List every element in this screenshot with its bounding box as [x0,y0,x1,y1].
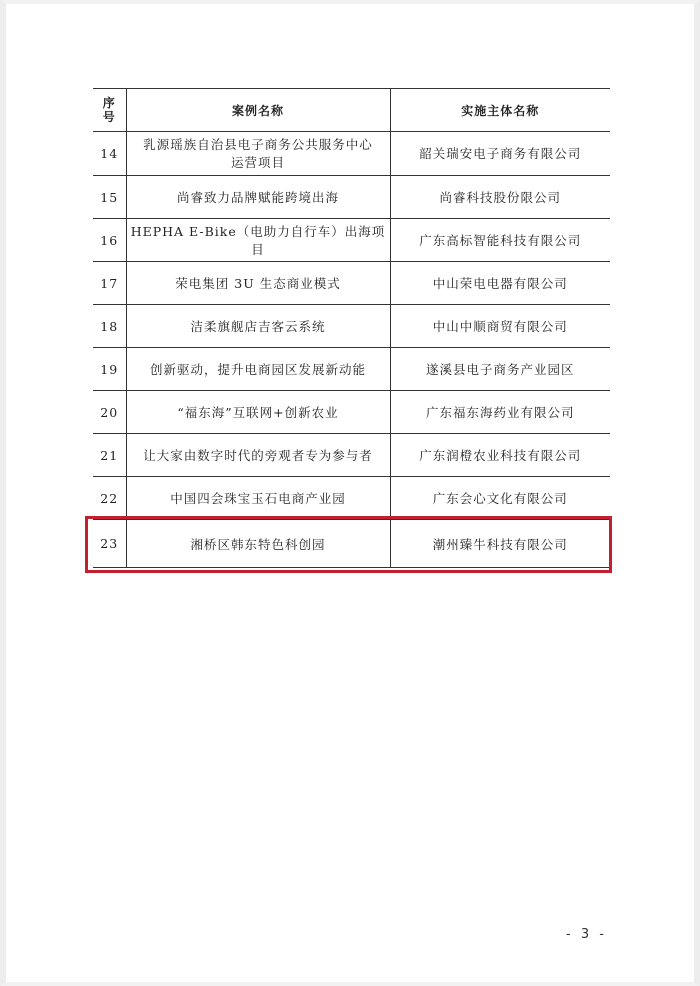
table-row [93,434,610,477]
header-serial-line2: 号 [102,110,116,124]
row-implementer: 中山中顺商贸有限公司 [390,305,610,348]
header-implementer: 实施主体名称 [390,89,610,132]
row-case-name: 中国四会珠宝玉石电商产业园 [126,477,390,520]
row-implementer: 广东福东海药业有限公司 [390,391,610,434]
row-number: 18 [93,305,126,348]
row-case-name: 荣电集团 3U 生态商业模式 [126,262,390,305]
row-case-name [126,132,390,176]
row-implementer: 遂溪县电子商务产业园区 [390,348,610,391]
row-case-name: 尚睿致力品牌赋能跨境出海 [126,176,390,219]
table-row [93,132,610,176]
row-case-name-line2: 运营项目 [230,154,285,170]
row-number: 14 [93,132,126,176]
row-case-name: HEPHA E-Bike（电助力自行车）出海项目 [126,219,390,262]
row-case-name: 让大家由数字时代的旁观者专为参与者 [126,434,390,477]
row-implementer: 韶关瑞安电子商务有限公司 [390,132,610,176]
row-case-name: 洁柔旗舰店吉客云系统 [126,305,390,348]
case-table [93,88,610,568]
row-number: 17 [93,262,126,305]
row-case-name: “福东海”互联网+创新农业 [126,391,390,434]
table-row [93,391,610,434]
row-case-name: 创新驱动，提升电商园区发展新动能 [126,348,390,391]
page-number: - 3 - [566,927,607,942]
row-implementer: 潮州臻牛科技有限公司 [390,520,610,568]
red-highlight-box [85,516,612,573]
header-serial-line1: 序 [102,96,116,110]
table-header-row [93,89,610,132]
row-implementer: 尚睿科技股份限公司 [390,176,610,219]
row-number: 19 [93,348,126,391]
row-implementer: 广东润橙农业科技有限公司 [390,434,610,477]
row-implementer: 广东高标智能科技有限公司 [390,219,610,262]
row-number: 16 [93,219,126,262]
row-case-name-line1: 乳源瑶族自治县电子商务公共服务中心 [143,136,373,152]
row-number: 15 [93,176,126,219]
header-case-name: 案例名称 [126,89,390,132]
table-row [93,348,610,391]
table-row [93,477,610,520]
row-number: 20 [93,391,126,434]
table-row [93,305,610,348]
row-number: 22 [93,477,126,520]
row-number: 21 [93,434,126,477]
table-row [93,219,610,262]
row-case-name: 湘桥区韩东特色科创园 [126,520,390,568]
row-implementer: 广东会心文化有限公司 [390,477,610,520]
row-number: 23 [93,520,126,568]
header-serial-number [93,89,126,132]
table-row [93,176,610,219]
row-implementer: 中山荣电电器有限公司 [390,262,610,305]
table-row [93,262,610,305]
